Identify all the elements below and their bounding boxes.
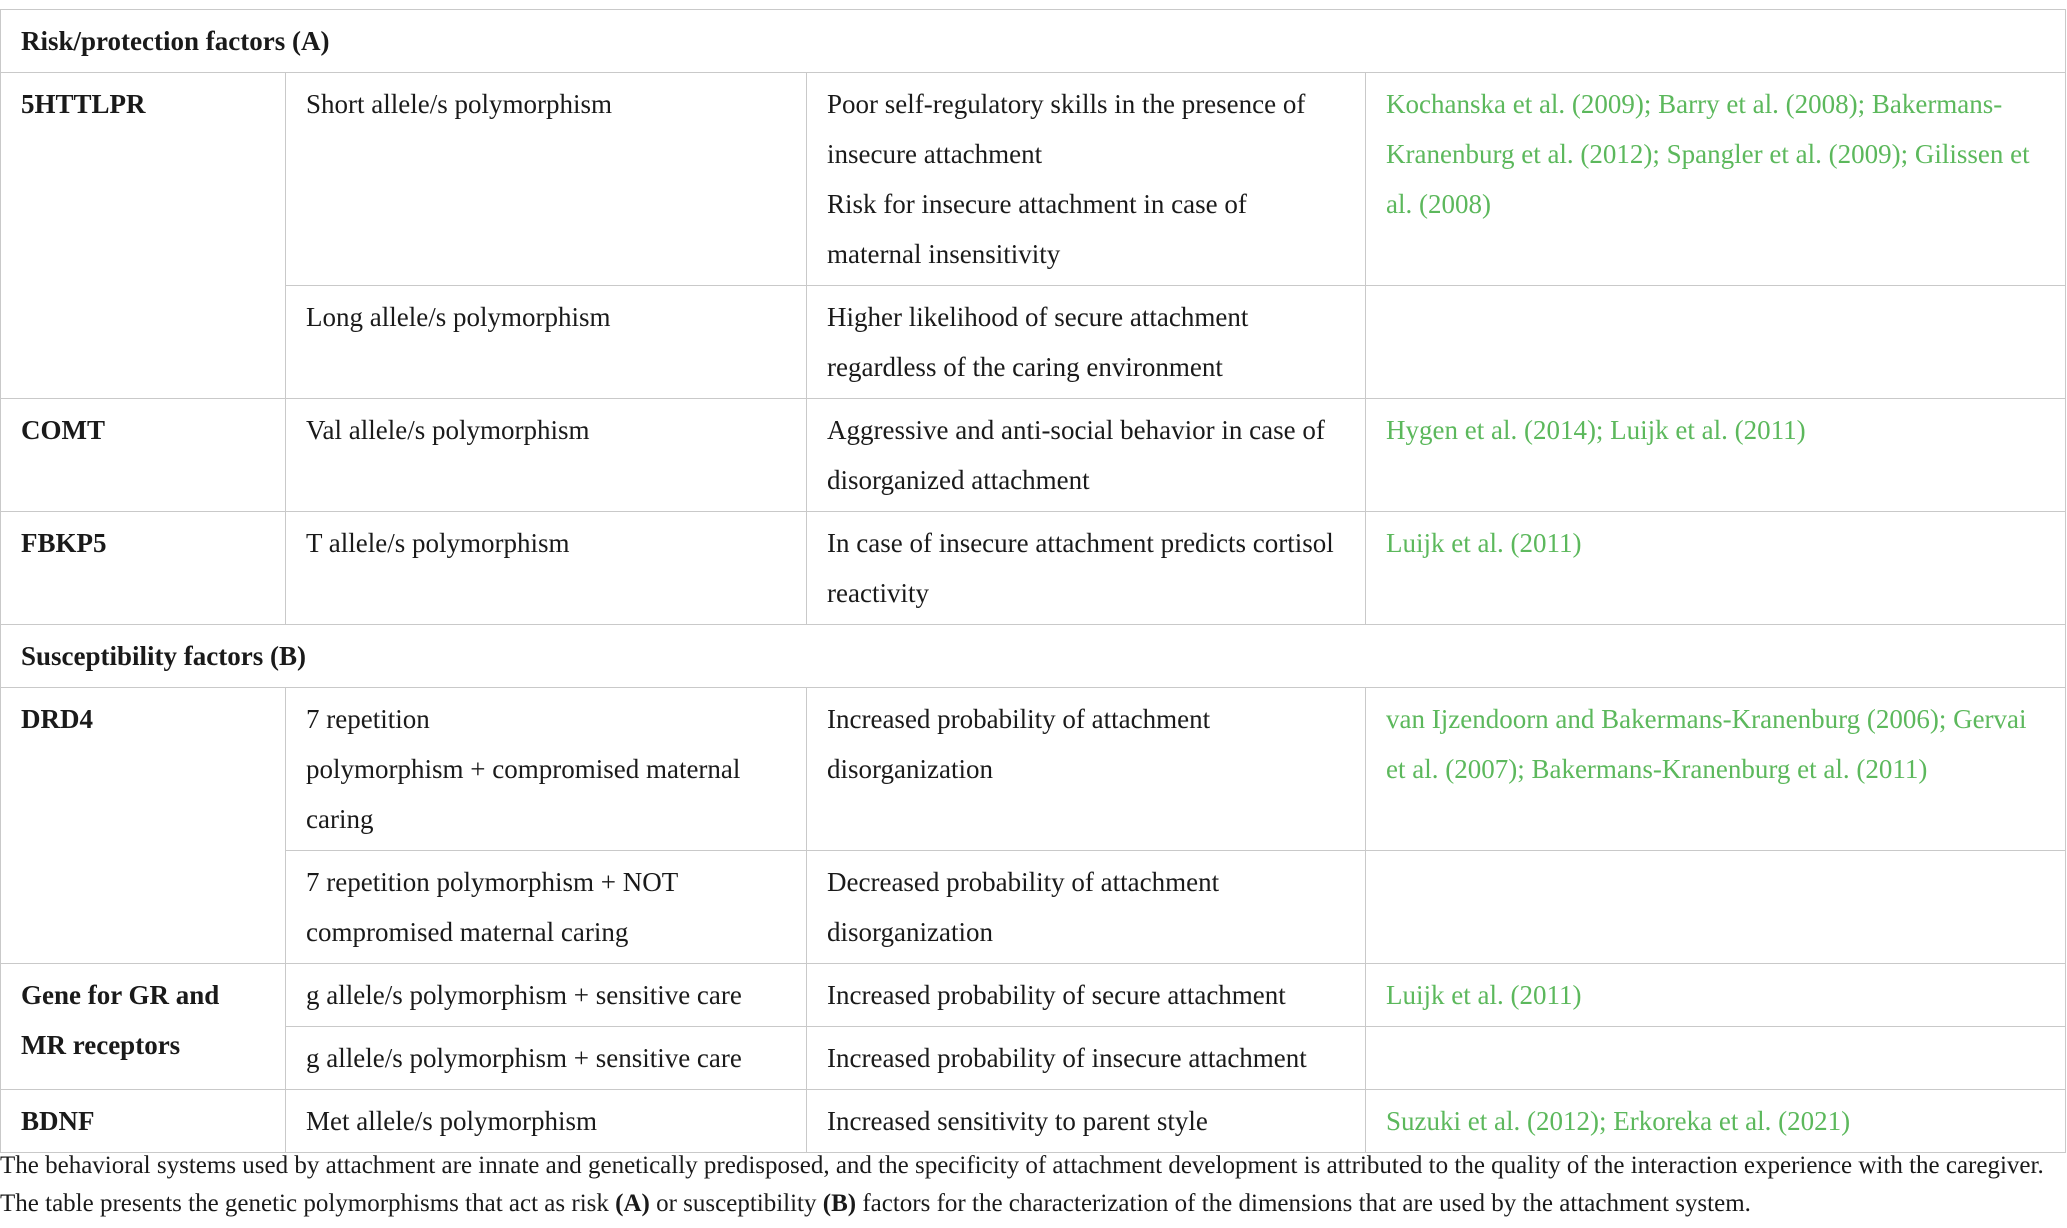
effect-cell: Higher likelihood of secure attachment regardless of the caring environment (807, 286, 1366, 399)
reference-cell-empty (1366, 286, 2066, 399)
reference-link[interactable]: Kochanska et al. (2009); Barry et al. (2008); Bakermans-Kranenburg et al. (2012); Spangler et al. (2009); Gilissen et al. (2008) (1366, 73, 2066, 286)
caption-bold-a: (A) (615, 1190, 650, 1217)
effect-cell (807, 73, 1366, 286)
table-row (1, 286, 2066, 399)
gene-cell: DRD4 (1, 688, 286, 964)
reference-link[interactable]: van Ijzendoorn and Bakermans-Kranenburg (2006); Gervai et al. (2007); Bakermans-Kranenburg et al. (2011) (1366, 688, 2066, 851)
caption-bold-b: (B) (822, 1190, 857, 1217)
polymorphism-line: polymorphism + compromised maternal caring (306, 754, 741, 834)
genetic-factors-table (0, 9, 2066, 1153)
caption-text: The behavioral systems used by attachment are innate and genetically predisposed, and the specificity of attachment development is attributed to the quality of the interaction experience with the caregiver. The table presents the genetic polymorphisms that act as risk (0, 1152, 2044, 1217)
polymorphism-cell: Short allele/s polymorphism (286, 73, 807, 286)
polymorphism-cell: g allele/s polymorphism + sensitive care (286, 964, 807, 1027)
section-b-title: Susceptibility factors (B) (1, 625, 2066, 688)
effect-cell: Increased probability of attachment disorganization (807, 688, 1366, 851)
table-row (1, 688, 2066, 851)
effect-line: Poor self-regulatory skills in the presence of insecure attachment (827, 89, 1306, 169)
effect-cell: Increased probability of secure attachment (807, 964, 1366, 1027)
gene-cell: 5HTTLPR (1, 73, 286, 399)
reference-link[interactable]: Suzuki et al. (2012); Erkoreka et al. (2021) (1366, 1090, 2066, 1153)
section-a-title: Risk/protection factors (A) (1, 10, 2066, 73)
table-row (1, 851, 2066, 964)
polymorphism-cell: g allele/s polymorphism + sensitive care (286, 1027, 807, 1090)
table-row (1, 512, 2066, 625)
reference-link[interactable]: Luijk et al. (2011) (1366, 512, 2066, 625)
section-header-row (1, 10, 2066, 73)
gene-cell: FBKP5 (1, 512, 286, 625)
reference-cell-empty (1366, 1027, 2066, 1090)
table-caption (0, 1147, 2062, 1223)
section-header-row (1, 625, 2066, 688)
table-row (1, 964, 2066, 1027)
effect-line: Risk for insecure attachment in case of maternal insensitivity (827, 189, 1247, 269)
table-row (1, 1027, 2066, 1090)
effect-cell: In case of insecure attachment predicts cortisol reactivity (807, 512, 1366, 625)
polymorphism-cell: Val allele/s polymorphism (286, 399, 807, 512)
polymorphism-cell: Long allele/s polymorphism (286, 286, 807, 399)
gene-cell: COMT (1, 399, 286, 512)
polymorphism-cell: 7 repetition polymorphism + NOT compromised maternal caring (286, 851, 807, 964)
effect-cell: Increased sensitivity to parent style (807, 1090, 1366, 1153)
polymorphism-cell: T allele/s polymorphism (286, 512, 807, 625)
reference-link[interactable]: Luijk et al. (2011) (1366, 964, 2066, 1027)
gene-cell: Gene for GR and MR receptors (1, 964, 286, 1090)
polymorphism-cell (286, 688, 807, 851)
gene-cell: BDNF (1, 1090, 286, 1153)
table-row (1, 73, 2066, 286)
table-row (1, 399, 2066, 512)
table-row (1, 1090, 2066, 1153)
polymorphism-line: 7 repetition (306, 704, 430, 734)
reference-link[interactable]: Hygen et al. (2014); Luijk et al. (2011) (1366, 399, 2066, 512)
effect-cell: Decreased probability of attachment disorganization (807, 851, 1366, 964)
effect-cell: Aggressive and anti-social behavior in case of disorganized attachment (807, 399, 1366, 512)
reference-cell-empty (1366, 851, 2066, 964)
caption-text: or susceptibility (649, 1190, 823, 1217)
effect-cell: Increased probability of insecure attachment (807, 1027, 1366, 1090)
caption-text: factors for the characterization of the dimensions that are used by the attachment system. (856, 1190, 1751, 1217)
polymorphism-cell: Met allele/s polymorphism (286, 1090, 807, 1153)
